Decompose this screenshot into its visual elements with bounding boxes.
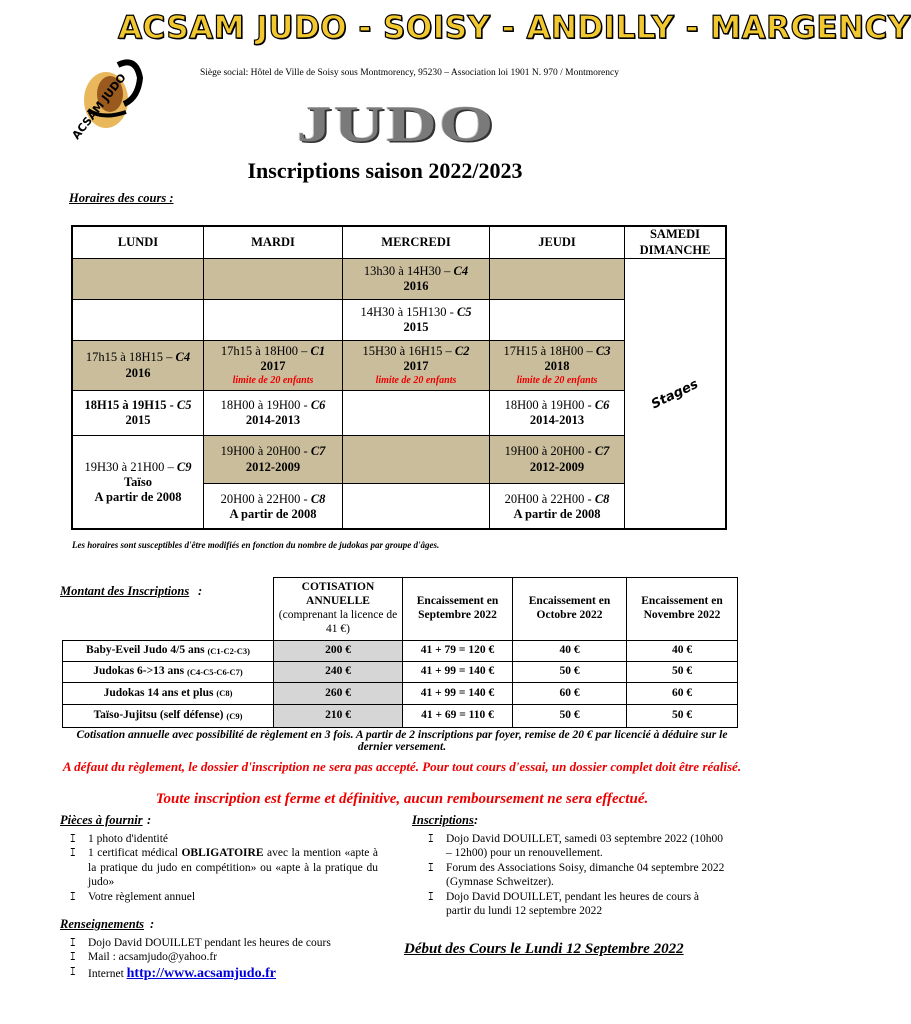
slot-thu-c3: 17H15 à 18H00 – C3 2018 limite de 20 enfants: [490, 341, 625, 391]
fees-cell-cotisation: 240 €: [273, 661, 403, 683]
slot-thu-c7: 19H00 à 20H00 - C7 2012-2009: [490, 436, 625, 484]
judo-figure-icon: ꕯ: [70, 950, 76, 964]
fees-cell-cotisation: 210 €: [273, 704, 403, 728]
fees-cell-november: 50 €: [626, 704, 738, 728]
slot-empty: [73, 300, 204, 341]
registration-title: Inscriptions: [412, 813, 474, 827]
documents-title: Pièces à fournir: [60, 813, 143, 827]
list-item: ꕯ Mail : acsamjudo@yahoo.fr: [70, 950, 218, 964]
fees-cell-november: 60 €: [626, 682, 738, 705]
season-title: Inscriptions saison 2022/2023: [247, 158, 523, 183]
registration-title-colon: :: [474, 813, 479, 827]
fees-cell-september: 41 + 99 = 140 €: [402, 682, 513, 705]
slot-empty: [343, 436, 490, 484]
fees-cell-november: 50 €: [626, 661, 738, 683]
stages-label: Stages: [648, 376, 701, 412]
list-item: ꕯ Dojo David DOUILLET, samedi 03 septembre 2022 (10h00 – 12h00) pour un renouvellement.: [428, 832, 724, 860]
slot-tue-c7: 19H00 à 20H00 - C7 2012-2009: [204, 436, 343, 484]
info-list: [68, 936, 388, 982]
fees-row-label: Judokas 14 ans et plus (C8): [62, 682, 274, 705]
payment-note: Cotisation annuelle avec possibilité de règlement en 3 fois. A partir de 2 inscriptions par foyer, remise de 20 € par licencié à déduire sur le dernier versement.: [76, 729, 728, 753]
fees-cell-october: 50 €: [512, 704, 627, 728]
fees-row-label: Taïso-Jujitsu (self défense) (C9): [62, 704, 274, 728]
info-title: Renseignements: [60, 917, 145, 931]
warning-no-refund: Toute inscription est ferme et définitive, aucun remboursement ne sera effectué.: [155, 791, 649, 807]
slot-empty: [204, 259, 343, 300]
list-item: ꕯ Votre règlement annuel: [70, 889, 196, 903]
schedule-note: Les horaires sont susceptibles d'être modifiés en fonction du nombre de judokas par groupe d'âges.: [72, 540, 440, 550]
judo-figure-icon: ꕯ: [428, 832, 434, 845]
slot-empty: [490, 259, 625, 300]
list-item: ꕯ Dojo David DOUILLET, pendant les heures de cours à partir du lundi 12 septembre 2022: [428, 889, 700, 917]
header-mardi: MARDI: [204, 227, 343, 259]
header-jeudi: JEUDI: [490, 227, 625, 259]
judo-figure-icon: ꕯ: [428, 889, 434, 903]
fees-header-cotisation: COTISATION ANNUELLE (comprenant la licence de 41 €): [273, 577, 403, 641]
warning-dossier: A défaut du règlement, le dossier d'inscription ne sera pas accepté. Pour tout cours d'essai, un dossier complet doit être réalisé.: [62, 759, 742, 774]
fees-title-colon: :: [198, 584, 203, 598]
slot-empty: [343, 484, 490, 530]
schedule-section-title: Horaires des cours :: [69, 191, 174, 205]
website-link[interactable]: http://www.acsamjudo.fr: [126, 965, 276, 981]
course-start: Début des Cours le Lundi 12 Septembre 2022: [404, 941, 684, 957]
fees-cell-september: 41 + 99 = 140 €: [402, 661, 513, 683]
fees-header-september: Encaissement en Septembre 2022: [402, 577, 513, 641]
registration-list: [426, 832, 726, 918]
judo-figure-icon: ꕯ: [70, 936, 76, 949]
slot-mon-c5: 18H15 à 19H15 - C5 2015: [73, 391, 204, 436]
judo-figure-icon: ꕯ: [70, 832, 76, 845]
slot-weekend-stages: [625, 259, 725, 530]
slot-empty: [343, 391, 490, 436]
fees-cell-cotisation: 200 €: [273, 640, 403, 662]
slot-tue-c1: 17h15 à 18H00 – C1 2017 limite de 20 enfants: [204, 341, 343, 391]
seat-address: Siège social: Hôtel de Ville de Soisy sous Montmorency, 95230 – Association loi 1901 N. 970 / Montmorency: [200, 68, 619, 78]
club-title: ACSAM JUDO - SOISY - ANDILLY - MARGENCY: [118, 10, 911, 46]
fees-cell-november: 40 €: [626, 640, 738, 662]
slot-empty: [204, 300, 343, 341]
header-lundi: LUNDI: [73, 227, 204, 259]
info-title-colon: :: [150, 917, 155, 931]
slot-thu-c8: 20H00 à 22H00 - C8 A partir de 2008: [490, 484, 625, 530]
fees-row-label: Baby-Eveil Judo 4/5 ans (C1-C2-C3): [62, 640, 274, 662]
list-item: ꕯ Internet http://www.acsamjudo.fr: [70, 964, 276, 981]
svg-text:ACSAM JUDO: ACSAM JUDO: [69, 71, 129, 142]
fees-section-title: Montant des Inscriptions: [60, 584, 190, 598]
club-logo: [48, 50, 158, 145]
documents-list: [68, 832, 378, 904]
fees-header-november: Encaissement en Novembre 2022: [626, 577, 738, 641]
slot-mon-c4: 17h15 à 18H15 – C4 2016: [73, 341, 204, 391]
slot-wed-c4: 13h30 à 14H30 – C4 2016: [343, 259, 490, 300]
fees-row-label: Judokas 6->13 ans (C4-C5-C6-C7): [62, 661, 274, 683]
fees-table: [62, 577, 738, 728]
judo-title: JUDO: [296, 97, 496, 153]
fees-cell-october: 50 €: [512, 661, 627, 683]
fees-cell-september: 41 + 69 = 110 €: [402, 704, 513, 728]
schedule-table: [71, 225, 727, 530]
slot-empty: [490, 300, 625, 341]
slot-tue-c6: 18H00 à 19H00 - C6 2014-2013: [204, 391, 343, 436]
slot-thu-c6: 18H00 à 19H00 - C6 2014-2013: [490, 391, 625, 436]
slot-wed-c5: 14H30 à 15H130 - C5 2015: [343, 300, 490, 341]
documents-title-colon: :: [147, 813, 152, 827]
slot-mon-c9: 19H30 à 21H00 – C9 Taïso A partir de 2008: [73, 436, 204, 530]
list-item: ꕯ 1 certificat médical OBLIGATOIRE avec la mention «apte à la pratique du judo en compétition» ou «apte à la pratique du judo»: [70, 846, 379, 889]
list-item: ꕯ Dojo David DOUILLET pendant les heures de cours: [70, 936, 331, 949]
list-item: ꕯ 1 photo d'identité: [70, 832, 169, 845]
header-weekend: SAMEDI DIMANCHE: [625, 227, 725, 259]
slot-tue-c8: 20H00 à 22H00 - C8 A partir de 2008: [204, 484, 343, 530]
fees-header-october: Encaissement en Octobre 2022: [512, 577, 627, 641]
slot-wed-c2: 15H30 à 16H15 – C2 2017 limite de 20 enfants: [343, 341, 490, 391]
fees-cell-cotisation: 260 €: [273, 682, 403, 705]
slot-empty: [73, 259, 204, 300]
header-mercredi: MERCREDI: [343, 227, 490, 259]
fees-cell-october: 60 €: [512, 682, 627, 705]
judo-figure-icon: ꕯ: [70, 846, 76, 860]
list-item: ꕯ Forum des Associations Soisy, dimanche 04 septembre 2022 (Gymnase Schweitzer).: [428, 860, 725, 889]
judo-figure-icon: ꕯ: [70, 889, 76, 903]
fees-cell-september: 41 + 79 = 120 €: [402, 640, 513, 662]
fees-cell-october: 40 €: [512, 640, 627, 662]
judo-figure-icon: ꕯ: [70, 964, 76, 978]
judo-figure-icon: ꕯ: [428, 860, 434, 874]
